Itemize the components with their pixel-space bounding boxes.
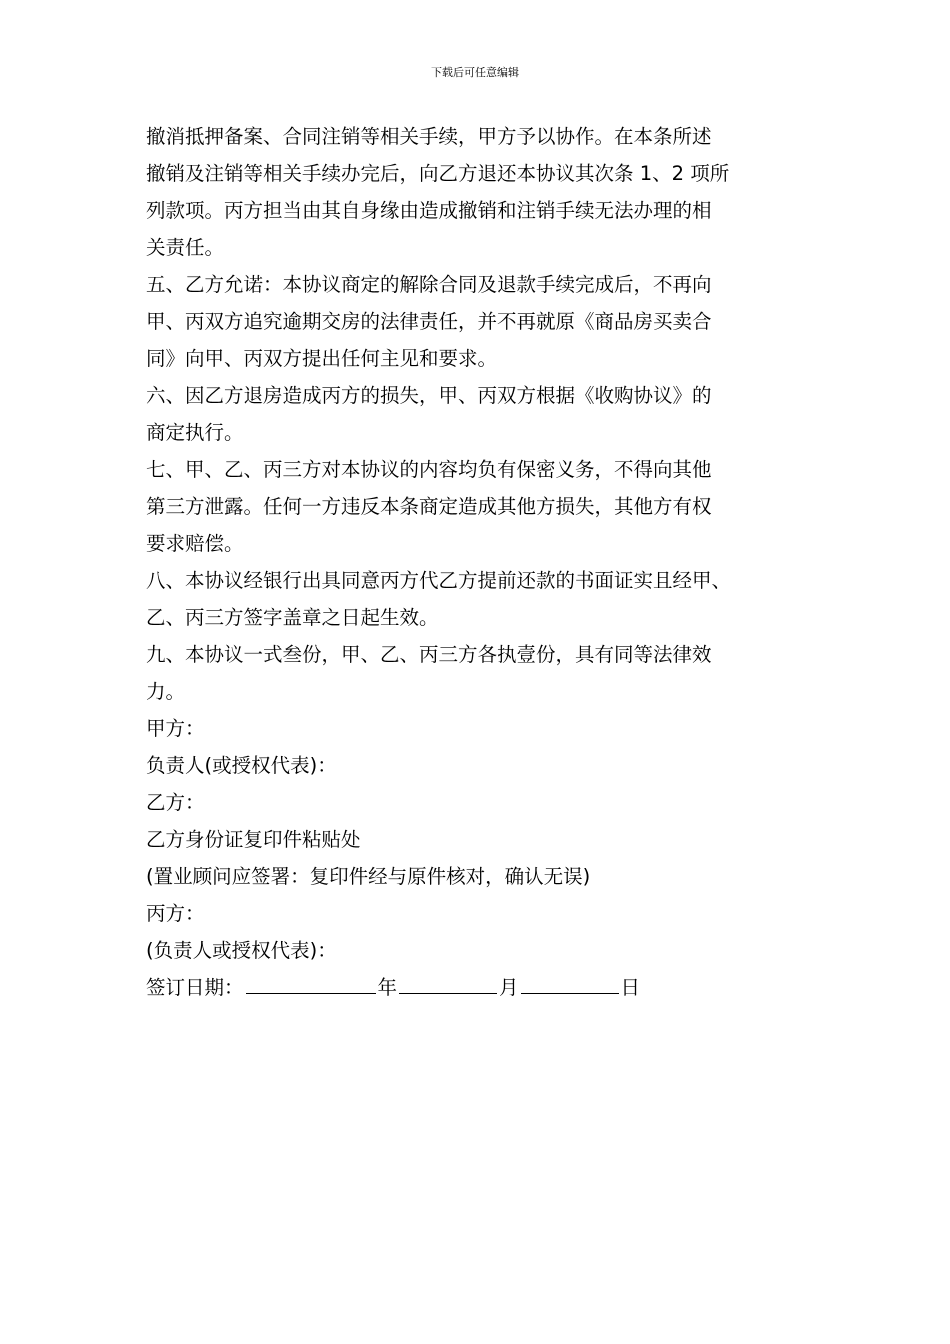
signing-day-blank[interactable]: [521, 971, 619, 994]
clause-8-line: 乙、丙三方签字盖章之日起生效。: [146, 606, 439, 629]
clause-5-line: 同》向甲、丙双方提出任何主见和要求。: [146, 347, 498, 370]
clause-6-line: 商定执行。: [146, 421, 244, 444]
party-c-label: 丙方：: [146, 902, 205, 925]
clause-9-line: 力。: [146, 680, 186, 703]
party-a-representative-label: 负责人(或授权代表)：: [146, 754, 337, 777]
paragraph-line: 关责任。: [146, 236, 225, 259]
clause-7-line: 要求赔偿。: [146, 532, 244, 555]
signing-month-label: 月: [499, 976, 519, 999]
signing-year-label: 年: [377, 976, 398, 999]
signing-date-label: 签订日期：: [146, 976, 244, 999]
clause-7-line: 七、甲、乙、丙三方对本协议的内容均负有保密义务，不得向其他: [146, 458, 712, 481]
clause-8-line: 八、本协议经银行出具同意丙方代乙方提前还款的书面证实且经甲、: [146, 569, 732, 592]
paragraph-line: 撤消抵押备案、合同注销等相关手续，甲方予以协作。在本条所述: [146, 125, 712, 148]
consultant-note: (置业顾问应签署：复印件经与原件核对，确认无误): [146, 865, 591, 888]
paragraph-line: 撤销及注销等相关手续办完后，向乙方退还本协议其次条 1、2 项所: [146, 162, 730, 185]
signing-year-blank[interactable]: [246, 971, 376, 994]
party-b-label: 乙方：: [146, 791, 205, 814]
clause-5-line: 五、乙方允诺：本协议商定的解除合同及退款手续完成后，不再向: [146, 273, 712, 296]
clause-6-line: 六、因乙方退房造成丙方的损失，甲、丙双方根据《收购协议》的: [146, 384, 712, 407]
clause-7-line: 第三方泄露。任何一方违反本条商定造成其他方损失，其他方有权: [146, 495, 712, 518]
party-c-representative-label: (负责人或授权代表)：: [146, 939, 337, 962]
signing-date-row: [146, 969, 836, 1006]
paragraph-line: 列款项。丙方担当由其自身缘由造成撤销和注销手续无法办理的相: [146, 199, 712, 222]
page-header: 下载后可任意编辑: [431, 66, 519, 79]
id-copy-placeholder-label: 乙方身份证复印件粘贴处: [146, 828, 361, 851]
document-body: [146, 118, 836, 1006]
clause-5-line: 甲、丙双方追究逾期交房的法律责任，并不再就原《商品房买卖合: [146, 310, 712, 333]
party-a-label: 甲方：: [146, 717, 205, 740]
signing-day-label: 日: [620, 976, 641, 999]
signing-month-blank[interactable]: [399, 971, 497, 994]
clause-9-line: 九、本协议一式叁份，甲、乙、丙三方各执壹份，具有同等法律效: [146, 643, 712, 666]
